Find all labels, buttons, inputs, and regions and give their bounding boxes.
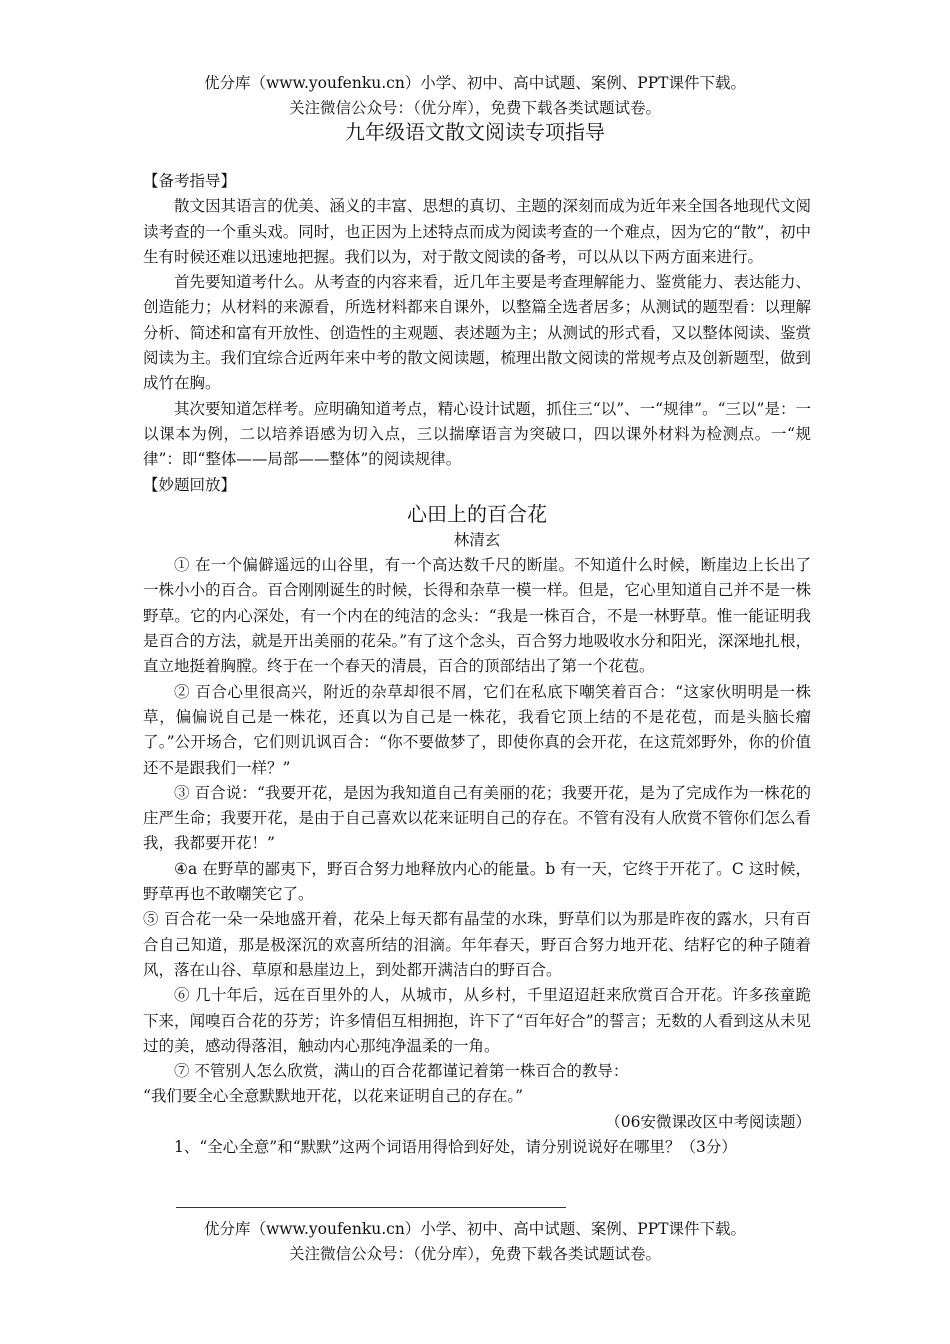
guidance-paragraph-1: 散文因其语言的优美、涵义的丰富、思想的真切、主题的深刻而成为近年来全国各地现代文阅读考查的一个重头戏。同时，也正因为上述特点而成为阅读考查的一个难点，因为它的“散”，初中生有时候还难以迅速地把握。我们以为，对于散文阅读的备考，可以从以下两方面来进行。 [143, 197, 811, 266]
story-author: 林清玄 [453, 530, 501, 549]
header-line-1: 优分库（www.youfenku.cn）小学、初中、高中试题、案例、PPT课件下载。 [203, 74, 747, 92]
story-paragraph-6: ⑥ 几十年后，远在百里外的人，从城市，从乡村，千里迢迢赶来欣赏百合开花。许多孩童跪下来，闻嗅百合花的芬芳；许多情侣互相拥抱，许下了“百年好合”的誓言；无数的人看到这从未见过的美，感动得落泪，触动内心那纯净温柔的一角。 [143, 986, 811, 1055]
header-line-2: 关注微信公众号：（优分库），免费下载各类试题试卷。 [288, 99, 661, 117]
story-paragraph-7: ⑦ 不管别人怎么欣赏，满山的百合花都谨记着第一株百合的教导： [174, 1062, 629, 1081]
story-paragraph-4: ④a 在野草的鄙夷下，野百合努力地释放内心的能量。b 有一天，它终于开花了。C 这时候，野草再也不敢嘲笑它了。 [143, 859, 811, 904]
source-note: （06安微课改区中考阅读题） [605, 1112, 811, 1131]
question-1: 1、“全心全意”和“默默”这两个词语用得恰到好处，请分别说说好在哪里？（3分） [174, 1137, 737, 1156]
section-heading-guidance: 【备考指导】 [143, 172, 237, 190]
story-paragraph-1: ① 在一个偏僻遥远的山谷里，有一个高达数千尺的断崖。不知道什么时候，断崖边上长出了一株小小的百合。百合刚刚诞生的时候，长得和杂草一模一样。但是，它心里知道自己并不是一株野草。它的内心深处，有一个内在的纯洁的念头：“我是一株百合，不是一林野草。惟一能证明我是百合的方法，就是开出美丽的花朵。”有了这个念头，百合努力地吸收水分和阳光，深深地扎根，直立地挺着胸膛。终于在一个春天的清晨，百合的顶部结出了第一个花苞。 [143, 556, 811, 676]
story-paragraph-2: ② 百合心里很高兴，附近的杂草却很不屑，它们在私底下嘲笑着百合：“这家伙明明是一株草，偏偏说自己是一株花，还真以为自己是一株花，我看它顶上结的不是花苞，而是头脑长瘤了。”公开场合，它们则讥讽百合：“你不要做梦了，即使你真的会开花，在这荒郊野外，你的价值还不是跟我们一样？” [143, 682, 811, 777]
footer-divider [176, 1207, 566, 1208]
story-paragraph-3: ③ 百合说：“我要开花，是因为我知道自己有美丽的花；我要开花，是为了完成作为一株花的庄严生命；我要开花，是由于自己喜欢以花来证明自己的存在。不管有没有人欣赏不管你们怎么看我，我都要开花！” [143, 783, 811, 853]
document-title: 九年级语文散文阅读专项指导 [345, 120, 605, 144]
story-title: 心田上的百合花 [407, 501, 547, 526]
document-body [143, 169, 811, 1160]
section-heading-examples: 【妙题回放】 [143, 475, 237, 494]
guidance-paragraph-2: 首先要知道考什么。从考查的内容来看，近几年主要是考查理解能力、鉴赏能力、表达能力、创造能力；从材料的来源看，所选材料都来自课外，以整篇全选者居多；从测试的题型看：以理解分析、简述和富有开放性、创造性的主观题、表述题为主；从测试的形式看，又以整体阅读、鉴赏阅读为主。我们宜综合近两年来中考的散文阅读题，梳理出散文阅读的常规考点及创新题型，做到成竹在胸。 [143, 273, 811, 393]
footer-line-2: 关注微信公众号：（优分库），免费下载各类试题试卷。 [288, 1245, 661, 1263]
footer-line-1: 优分库（www.youfenku.cn）小学、初中、高中试题、案例、PPT课件下载。 [203, 1220, 747, 1238]
guidance-paragraph-3: 其次要知道怎样考。应明确知道考点，精心设计试题，抓住三“以”、一“规律”。“三以”是：一以课本为例，二以培养语感为切入点，三以揣摩语言为突破口，四以课外材料为检测点。一“规律”：即“整体——局部——整体”的阅读规律。 [143, 399, 811, 469]
story-quote: “我们要全心全意默默地开花，以花来证明自己的存在。” [143, 1087, 524, 1106]
story-paragraph-5: ⑤ 百合花一朵一朵地盛开着，花朵上每天都有晶莹的水珠，野草们以为那是昨夜的露水，只有百合自己知道，那是极深沉的欢喜所结的泪滴。年年春天，野百合努力地开花、结籽它的种子随着风，落在山谷、草原和悬崖边上，到处都开满洁白的野百合。 [143, 910, 811, 979]
